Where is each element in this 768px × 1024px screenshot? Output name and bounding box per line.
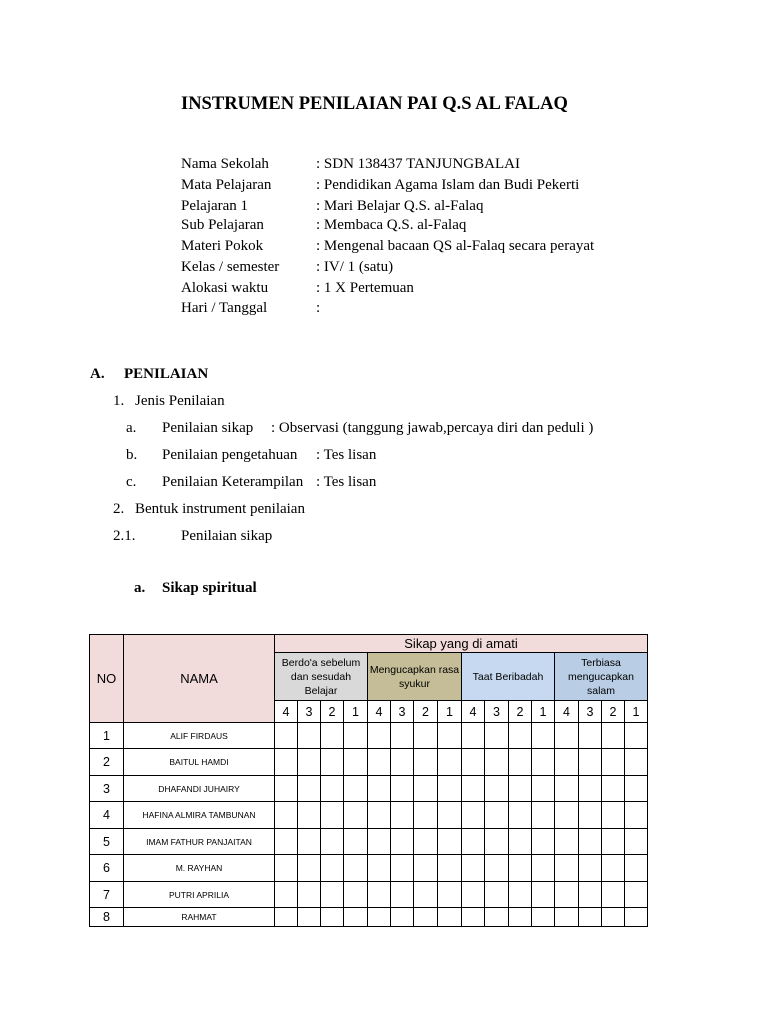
score-cell[interactable]	[391, 908, 414, 927]
score-cell[interactable]	[462, 776, 485, 802]
score-cell[interactable]	[275, 776, 298, 802]
score-header-cell: 2	[509, 701, 532, 723]
student-name: DHAFANDI JUHAIRY	[124, 776, 275, 802]
score-cell[interactable]	[414, 882, 438, 908]
student-number: 4	[90, 802, 124, 829]
score-header-cell: 4	[555, 701, 579, 723]
score-cell[interactable]	[298, 776, 321, 802]
header-name: NAMA	[124, 635, 275, 723]
student-name: M. RAYHAN	[124, 855, 275, 882]
score-cell[interactable]	[485, 723, 509, 749]
info-label-time: Alokasi waktu	[181, 280, 269, 296]
score-cell[interactable]	[532, 802, 555, 829]
sub-item-c-marker: c.	[126, 474, 137, 490]
header-aspect-praying: Berdo'a sebelum dan sesudah Belajar	[275, 653, 368, 701]
score-cell[interactable]	[438, 882, 462, 908]
score-cell[interactable]	[485, 908, 509, 927]
score-cell[interactable]	[509, 908, 532, 927]
score-cell[interactable]	[321, 749, 344, 776]
score-cell[interactable]	[368, 749, 391, 776]
score-cell[interactable]	[344, 776, 368, 802]
score-cell[interactable]	[555, 855, 579, 882]
score-header-cell: 1	[625, 701, 648, 723]
score-cell[interactable]	[602, 749, 625, 776]
sub-item-b-label: Penilaian pengetahuan	[162, 447, 298, 463]
score-cell[interactable]	[321, 802, 344, 829]
info-value-sub-lesson: : Membaca Q.S. al-Falaq	[316, 217, 467, 233]
score-cell[interactable]	[368, 882, 391, 908]
score-cell[interactable]	[485, 882, 509, 908]
score-cell[interactable]	[344, 829, 368, 855]
score-cell[interactable]	[414, 908, 438, 927]
info-label-lesson: Pelajaran 1	[181, 198, 249, 214]
score-cell[interactable]	[368, 723, 391, 749]
info-value-time: : 1 X Pertemuan	[316, 280, 414, 296]
score-cell[interactable]	[509, 882, 532, 908]
student-name: IMAM FATHUR PANJAITAN	[124, 829, 275, 855]
table-row	[90, 882, 648, 908]
score-header-cell: 1	[532, 701, 555, 723]
score-cell[interactable]	[532, 882, 555, 908]
student-name: HAFINA ALMIRA TAMBUNAN	[124, 802, 275, 829]
item21-marker: 2.1.	[113, 528, 136, 544]
item1-marker: 1.	[113, 393, 125, 409]
score-header-cell: 1	[344, 701, 368, 723]
score-cell[interactable]	[509, 829, 532, 855]
score-cell[interactable]	[555, 802, 579, 829]
score-cell[interactable]	[414, 855, 438, 882]
score-cell[interactable]	[485, 802, 509, 829]
score-cell[interactable]	[462, 802, 485, 829]
score-cell[interactable]	[438, 749, 462, 776]
table-row	[90, 802, 648, 829]
header-observed-attitudes: Sikap yang di amati	[275, 635, 648, 653]
score-cell[interactable]	[321, 723, 344, 749]
score-cell[interactable]	[579, 723, 602, 749]
sikap-heading-marker: a.	[134, 580, 146, 596]
score-cell[interactable]	[555, 749, 579, 776]
score-cell[interactable]	[509, 855, 532, 882]
score-cell[interactable]	[579, 882, 602, 908]
score-cell[interactable]	[579, 855, 602, 882]
score-cell[interactable]	[414, 802, 438, 829]
table-row	[90, 776, 648, 802]
table-row	[90, 855, 648, 882]
sub-item-b-marker: b.	[126, 447, 138, 463]
score-cell[interactable]	[532, 908, 555, 927]
score-cell[interactable]	[532, 829, 555, 855]
score-cell[interactable]	[344, 802, 368, 829]
score-header-cell: 4	[368, 701, 391, 723]
score-cell[interactable]	[391, 802, 414, 829]
score-cell[interactable]	[414, 749, 438, 776]
score-cell[interactable]	[321, 776, 344, 802]
score-cell[interactable]	[555, 908, 579, 927]
table-row	[90, 749, 648, 776]
student-number: 2	[90, 749, 124, 776]
student-number: 1	[90, 723, 124, 749]
info-label-sub-lesson: Sub Pelajaran	[181, 217, 264, 233]
student-name: PUTRI APRILIA	[124, 882, 275, 908]
score-cell[interactable]	[462, 829, 485, 855]
score-cell[interactable]	[509, 802, 532, 829]
sub-item-b-value: : Tes lisan	[316, 447, 377, 463]
table-row	[90, 908, 648, 927]
score-cell[interactable]	[391, 855, 414, 882]
score-cell[interactable]	[321, 829, 344, 855]
header-aspect-worship: Taat Beribadah	[462, 653, 555, 701]
score-cell[interactable]	[275, 829, 298, 855]
score-cell[interactable]	[625, 855, 648, 882]
score-cell[interactable]	[509, 723, 532, 749]
score-header-cell: 3	[485, 701, 509, 723]
sikap-heading-text: Sikap spiritual	[162, 580, 257, 596]
item2-marker: 2.	[113, 501, 125, 517]
score-cell[interactable]	[579, 749, 602, 776]
table-row	[90, 829, 648, 855]
score-header-cell: 3	[579, 701, 602, 723]
score-cell[interactable]	[532, 749, 555, 776]
info-value-subject: : Pendidikan Agama Islam dan Budi Pekerti	[316, 177, 580, 193]
score-cell[interactable]	[625, 882, 648, 908]
score-cell[interactable]	[579, 802, 602, 829]
score-cell[interactable]	[625, 749, 648, 776]
score-cell[interactable]	[438, 776, 462, 802]
score-cell[interactable]	[275, 802, 298, 829]
score-header-cell: 3	[298, 701, 321, 723]
info-value-date: :	[316, 300, 321, 316]
score-cell[interactable]	[485, 749, 509, 776]
header-no: NO	[90, 635, 124, 723]
score-cell[interactable]	[485, 776, 509, 802]
score-cell[interactable]	[391, 723, 414, 749]
sub-item-c-value: : Tes lisan	[316, 474, 377, 490]
score-cell[interactable]	[414, 829, 438, 855]
score-cell[interactable]	[579, 908, 602, 927]
info-value-main-material: : Mengenal bacaan QS al-Falaq secara perayat	[316, 238, 595, 254]
score-cell[interactable]	[485, 855, 509, 882]
score-cell[interactable]	[344, 723, 368, 749]
score-cell[interactable]	[275, 882, 298, 908]
score-cell[interactable]	[602, 908, 625, 927]
score-cell[interactable]	[321, 908, 344, 927]
score-cell[interactable]	[298, 829, 321, 855]
score-cell[interactable]	[391, 749, 414, 776]
section-a-marker: A.	[90, 366, 105, 382]
score-cell[interactable]	[344, 855, 368, 882]
score-cell[interactable]	[602, 882, 625, 908]
student-number: 7	[90, 882, 124, 908]
score-cell[interactable]	[391, 829, 414, 855]
score-cell[interactable]	[344, 908, 368, 927]
score-cell[interactable]	[414, 723, 438, 749]
score-cell[interactable]	[368, 829, 391, 855]
student-number: 5	[90, 829, 124, 855]
score-cell[interactable]	[555, 829, 579, 855]
score-cell[interactable]	[321, 855, 344, 882]
assessment-table	[89, 634, 648, 927]
score-cell[interactable]	[438, 855, 462, 882]
score-cell[interactable]	[275, 749, 298, 776]
score-cell[interactable]	[298, 802, 321, 829]
student-name: RAHMAT	[124, 908, 275, 927]
score-header-cell: 3	[391, 701, 414, 723]
student-number: 6	[90, 855, 124, 882]
sub-item-a-value: : Observasi (tanggung jawab,percaya diri dan peduli )	[271, 420, 594, 436]
score-cell[interactable]	[532, 776, 555, 802]
score-cell[interactable]	[485, 829, 509, 855]
score-cell[interactable]	[298, 882, 321, 908]
sub-item-c-label: Penilaian Keterampilan	[162, 474, 304, 490]
score-cell[interactable]	[602, 829, 625, 855]
score-cell[interactable]	[602, 776, 625, 802]
score-cell[interactable]	[462, 723, 485, 749]
score-cell[interactable]	[509, 749, 532, 776]
info-label-class: Kelas / semester	[181, 259, 280, 275]
info-value-lesson: : Mari Belajar Q.S. al-Falaq	[316, 198, 484, 214]
table-row	[90, 723, 648, 749]
score-cell[interactable]	[368, 855, 391, 882]
score-cell[interactable]	[602, 723, 625, 749]
score-cell[interactable]	[625, 776, 648, 802]
score-header-cell: 4	[462, 701, 485, 723]
score-cell[interactable]	[532, 723, 555, 749]
score-cell[interactable]	[275, 908, 298, 927]
score-cell[interactable]	[414, 776, 438, 802]
score-cell[interactable]	[555, 776, 579, 802]
score-header-cell: 2	[602, 701, 625, 723]
score-cell[interactable]	[462, 855, 485, 882]
score-cell[interactable]	[275, 855, 298, 882]
score-header-cell: 2	[321, 701, 344, 723]
info-label-main-material: Materi Pokok	[181, 238, 264, 254]
student-number: 8	[90, 908, 124, 927]
score-cell[interactable]	[298, 723, 321, 749]
score-cell[interactable]	[602, 855, 625, 882]
score-cell[interactable]	[438, 908, 462, 927]
score-cell[interactable]	[368, 908, 391, 927]
score-cell[interactable]	[438, 723, 462, 749]
score-cell[interactable]	[321, 882, 344, 908]
score-header-cell: 1	[438, 701, 462, 723]
student-number: 3	[90, 776, 124, 802]
score-cell[interactable]	[438, 829, 462, 855]
info-value-school: : SDN 138437 TANJUNGBALAI	[316, 156, 520, 172]
header-aspect-gratitude: Mengucapkan rasa syukur	[368, 653, 462, 701]
sub-item-a-label: Penilaian sikap	[162, 420, 254, 436]
score-cell[interactable]	[625, 908, 648, 927]
section-a-title: PENILAIAN	[124, 366, 209, 382]
document-title: INSTRUMEN PENILAIAN PAI Q.S AL FALAQ	[181, 94, 568, 114]
score-cell[interactable]	[555, 882, 579, 908]
info-label-subject: Mata Pelajaran	[181, 177, 272, 193]
score-cell[interactable]	[344, 749, 368, 776]
student-name: ALIF FIRDAUS	[124, 723, 275, 749]
score-cell[interactable]	[368, 802, 391, 829]
item2-text: Bentuk instrument penilaian	[135, 501, 305, 517]
score-header-cell: 2	[414, 701, 438, 723]
item1-text: Jenis Penilaian	[135, 393, 225, 409]
score-cell[interactable]	[298, 908, 321, 927]
info-label-date: Hari / Tanggal	[181, 300, 268, 316]
score-cell[interactable]	[579, 776, 602, 802]
score-cell[interactable]	[509, 776, 532, 802]
score-cell[interactable]	[344, 882, 368, 908]
sub-item-a-marker: a.	[126, 420, 137, 436]
score-cell[interactable]	[462, 882, 485, 908]
score-cell[interactable]	[462, 749, 485, 776]
score-header-cell: 4	[275, 701, 298, 723]
score-cell[interactable]	[298, 749, 321, 776]
score-cell[interactable]	[275, 723, 298, 749]
score-cell[interactable]	[625, 802, 648, 829]
score-cell[interactable]	[602, 802, 625, 829]
score-cell[interactable]	[625, 723, 648, 749]
score-cell[interactable]	[391, 882, 414, 908]
score-cell[interactable]	[462, 908, 485, 927]
score-cell[interactable]	[532, 855, 555, 882]
score-cell[interactable]	[368, 776, 391, 802]
score-cell[interactable]	[579, 829, 602, 855]
score-cell[interactable]	[298, 855, 321, 882]
info-value-class: : IV/ 1 (satu)	[316, 259, 394, 275]
header-aspect-greeting: Terbiasa mengucapkan salam	[555, 653, 648, 701]
item21-text: Penilaian sikap	[181, 528, 273, 544]
student-name: BAITUL HAMDI	[124, 749, 275, 776]
score-cell[interactable]	[391, 776, 414, 802]
score-cell[interactable]	[438, 802, 462, 829]
score-cell[interactable]	[555, 723, 579, 749]
score-cell[interactable]	[625, 829, 648, 855]
info-label-school: Nama Sekolah	[181, 156, 269, 172]
